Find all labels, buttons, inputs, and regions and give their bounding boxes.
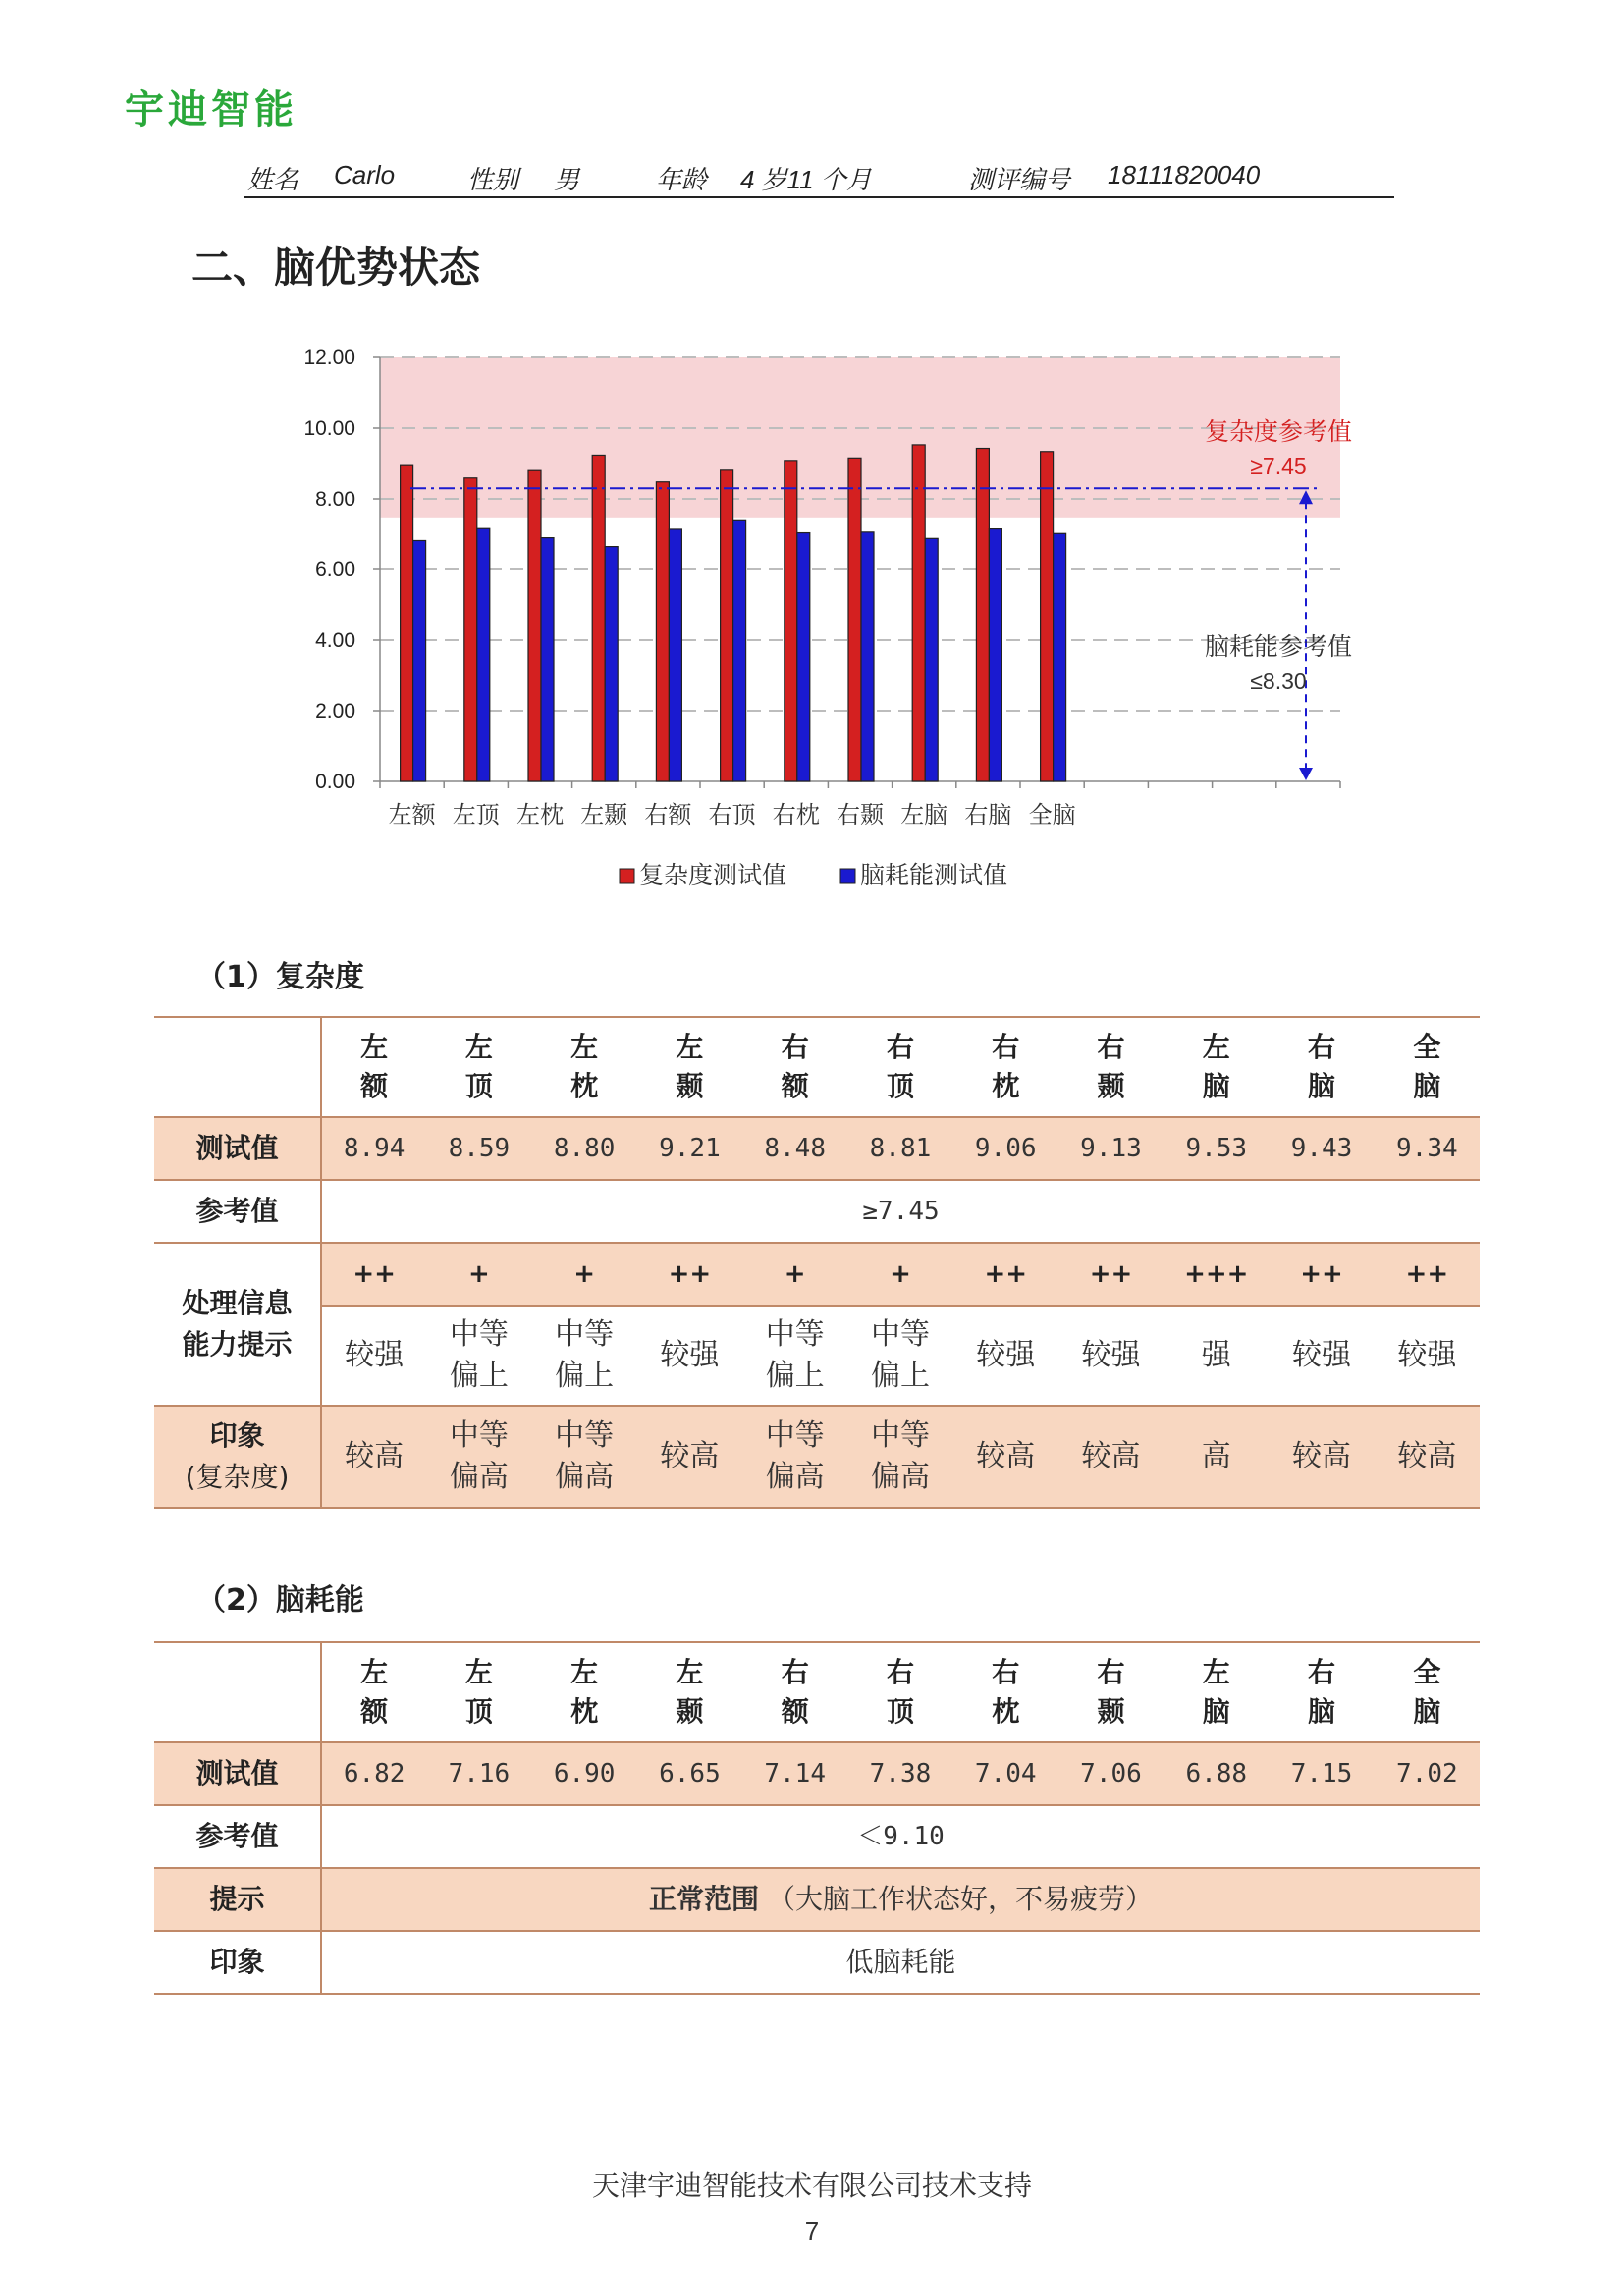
energy-bar bbox=[541, 538, 554, 781]
complexity-bar bbox=[1041, 452, 1054, 781]
y-tick-label: 2.00 bbox=[315, 700, 355, 722]
ability-symbol: + bbox=[847, 1243, 952, 1306]
row-label: 参考值 bbox=[154, 1805, 321, 1868]
y-tick-label: 6.00 bbox=[315, 559, 355, 581]
ability-symbol: + bbox=[532, 1243, 637, 1306]
test-value: 8.80 bbox=[532, 1117, 637, 1180]
energy-ref-value: ≤8.30 bbox=[1250, 668, 1307, 694]
row-label: 测试值 bbox=[154, 1117, 321, 1180]
impression-text: 较高 bbox=[637, 1406, 742, 1508]
test-value: 6.82 bbox=[321, 1742, 426, 1805]
col-header: 右 脑 bbox=[1269, 1642, 1374, 1742]
gender-label: 性别 bbox=[467, 165, 519, 194]
complexity-bar bbox=[464, 478, 477, 781]
name-label: 姓名 bbox=[247, 165, 299, 194]
y-tick-label: 10.00 bbox=[303, 417, 355, 440]
ability-symbol: +++ bbox=[1164, 1243, 1269, 1306]
legend-swatch-complexity bbox=[620, 869, 634, 883]
complexity-impression-row bbox=[154, 1406, 1480, 1508]
col-header: 左 枕 bbox=[532, 1017, 637, 1117]
x-category-label: 左颞 bbox=[580, 801, 628, 828]
complexity-title: （1）复杂度 bbox=[196, 960, 364, 994]
x-category-label: 左额 bbox=[388, 801, 436, 828]
energy-bar bbox=[733, 520, 746, 781]
energy-ref-label: 脑耗能参考值 bbox=[1204, 632, 1353, 661]
row-label: 印象 bbox=[154, 1931, 321, 1994]
col-header: 左 额 bbox=[321, 1642, 426, 1742]
col-header: 左 额 bbox=[321, 1017, 426, 1117]
col-header: 左 顶 bbox=[426, 1017, 531, 1117]
col-header: 左 脑 bbox=[1164, 1017, 1269, 1117]
test-value: 7.16 bbox=[426, 1742, 531, 1805]
ability-text: 中等 偏上 bbox=[847, 1306, 952, 1406]
col-header: 右 额 bbox=[742, 1017, 847, 1117]
complexity-test-row bbox=[154, 1117, 1480, 1180]
col-header: 全 脑 bbox=[1375, 1642, 1480, 1742]
impression-text: 中等 偏高 bbox=[742, 1406, 847, 1508]
ability-text: 中等 偏上 bbox=[742, 1306, 847, 1406]
x-category-label: 右枕 bbox=[772, 801, 820, 828]
complexity-bar bbox=[912, 445, 925, 781]
ability-text: 中等 偏上 bbox=[532, 1306, 637, 1406]
page-number: 7 bbox=[804, 2216, 820, 2246]
test-value: 9.13 bbox=[1058, 1117, 1164, 1180]
energy-bar bbox=[797, 533, 810, 781]
test-value: 7.02 bbox=[1375, 1742, 1480, 1805]
legend-label-complexity: 复杂度测试值 bbox=[639, 861, 787, 889]
test-value: 8.81 bbox=[847, 1117, 952, 1180]
col-header: 左 顶 bbox=[426, 1642, 531, 1742]
company-logo: 宇迪智能 bbox=[125, 87, 298, 133]
energy-hint-row bbox=[154, 1868, 1480, 1931]
complexity-ref-row bbox=[154, 1180, 1480, 1243]
test-value: 9.43 bbox=[1269, 1117, 1374, 1180]
impression-text: 较高 bbox=[1375, 1406, 1480, 1508]
complexity-bar bbox=[721, 470, 733, 781]
hint-text: 正常范围 （大脑工作状态好，不易疲劳） bbox=[321, 1868, 1480, 1931]
y-tick-label: 4.00 bbox=[315, 629, 355, 652]
col-header: 左 颞 bbox=[637, 1642, 742, 1742]
col-header: 右 枕 bbox=[953, 1017, 1058, 1117]
complexity-symbol-row bbox=[154, 1243, 1480, 1306]
row-label: 印象 (复杂度) bbox=[154, 1406, 321, 1508]
impression-text: 中等 偏高 bbox=[532, 1406, 637, 1508]
test-value: 9.06 bbox=[953, 1117, 1058, 1180]
id-value: 18111820040 bbox=[1108, 160, 1261, 189]
col-header: 右 顶 bbox=[847, 1642, 952, 1742]
x-category-label: 全脑 bbox=[1028, 801, 1076, 828]
energy-bar bbox=[669, 529, 681, 781]
complexity-bar bbox=[528, 470, 541, 781]
ability-symbol: + bbox=[742, 1243, 847, 1306]
complexity-ref-value: ≥7.45 bbox=[1250, 454, 1307, 479]
ability-text: 强 bbox=[1164, 1306, 1269, 1406]
test-value: 7.14 bbox=[742, 1742, 847, 1805]
complexity-bar bbox=[401, 465, 413, 781]
x-category-label: 右额 bbox=[644, 801, 692, 828]
test-value: 8.48 bbox=[742, 1117, 847, 1180]
energy-bar bbox=[861, 532, 874, 781]
row-label: 处理信息 能力提示 bbox=[154, 1243, 321, 1406]
complexity-bar bbox=[976, 449, 989, 781]
impression-value: 低脑耗能 bbox=[321, 1931, 1480, 1994]
id-label: 测评编号 bbox=[968, 165, 1071, 194]
complexity-bar bbox=[656, 482, 669, 781]
col-header: 左 脑 bbox=[1164, 1642, 1269, 1742]
test-value: 7.04 bbox=[953, 1742, 1058, 1805]
ability-text: 较强 bbox=[1269, 1306, 1374, 1406]
energy-ref-row bbox=[154, 1805, 1480, 1868]
x-category-label: 左脑 bbox=[900, 801, 948, 828]
ability-symbol: ++ bbox=[321, 1243, 426, 1306]
corner-cell bbox=[154, 1642, 321, 1742]
gender-value: 男 bbox=[554, 165, 580, 194]
age-value: 4 岁11 个月 bbox=[740, 165, 872, 194]
age-label: 年龄 bbox=[656, 165, 708, 194]
x-category-label: 右脑 bbox=[964, 801, 1012, 828]
y-tick-label: 12.00 bbox=[303, 347, 355, 369]
ability-text: 较强 bbox=[1375, 1306, 1480, 1406]
test-value: 6.90 bbox=[532, 1742, 637, 1805]
col-header: 右 颞 bbox=[1058, 1642, 1164, 1742]
reference-value: ≥7.45 bbox=[321, 1180, 1480, 1243]
complexity-ability-row bbox=[154, 1306, 1480, 1406]
section-title: 二、脑优势状态 bbox=[191, 243, 481, 292]
brain-advantage-chart bbox=[265, 339, 1394, 918]
col-header: 右 枕 bbox=[953, 1642, 1058, 1742]
energy-bar bbox=[605, 547, 618, 781]
energy-header-row bbox=[154, 1642, 1480, 1742]
ability-text: 中等 偏上 bbox=[426, 1306, 531, 1406]
row-label: 测试值 bbox=[154, 1742, 321, 1805]
col-header: 全 脑 bbox=[1375, 1017, 1480, 1117]
ability-symbol: + bbox=[426, 1243, 531, 1306]
energy-bar bbox=[989, 529, 1001, 781]
impression-text: 较高 bbox=[321, 1406, 426, 1508]
x-category-label: 左顶 bbox=[452, 801, 500, 828]
complexity-bar bbox=[848, 458, 861, 781]
impression-text: 高 bbox=[1164, 1406, 1269, 1508]
complexity-ref-label: 复杂度参考值 bbox=[1204, 417, 1353, 446]
y-tick-label: 8.00 bbox=[315, 488, 355, 510]
test-value: 7.15 bbox=[1269, 1742, 1374, 1805]
test-value: 7.06 bbox=[1058, 1742, 1164, 1805]
energy-test-row bbox=[154, 1742, 1480, 1805]
ability-symbol: ++ bbox=[1058, 1243, 1164, 1306]
test-value: 9.34 bbox=[1375, 1117, 1480, 1180]
col-header: 右 颞 bbox=[1058, 1017, 1164, 1117]
impression-text: 中等 偏高 bbox=[847, 1406, 952, 1508]
complexity-bar bbox=[785, 461, 797, 781]
legend-label-energy: 脑耗能测试值 bbox=[860, 861, 1008, 889]
test-value: 6.65 bbox=[637, 1742, 742, 1805]
impression-text: 较高 bbox=[1269, 1406, 1374, 1508]
energy-bar bbox=[413, 540, 426, 781]
patient-info-row bbox=[244, 157, 1394, 198]
row-label: 参考值 bbox=[154, 1180, 321, 1243]
ability-symbol: ++ bbox=[1269, 1243, 1374, 1306]
ability-symbol: ++ bbox=[1375, 1243, 1480, 1306]
corner-cell bbox=[154, 1017, 321, 1117]
test-value: 9.53 bbox=[1164, 1117, 1269, 1180]
x-category-label: 右顶 bbox=[708, 801, 756, 828]
legend-swatch-energy bbox=[840, 869, 855, 883]
col-header: 左 枕 bbox=[532, 1642, 637, 1742]
col-header: 右 额 bbox=[742, 1642, 847, 1742]
name-value: Carlo bbox=[334, 160, 396, 189]
complexity-header-row bbox=[154, 1017, 1480, 1117]
ability-text: 较强 bbox=[637, 1306, 742, 1406]
test-value: 6.88 bbox=[1164, 1742, 1269, 1805]
arrow-head-down bbox=[1299, 768, 1313, 780]
impression-text: 较高 bbox=[1058, 1406, 1164, 1508]
test-value: 9.21 bbox=[637, 1117, 742, 1180]
impression-text: 较高 bbox=[953, 1406, 1058, 1508]
col-header: 右 脑 bbox=[1269, 1017, 1374, 1117]
x-category-label: 左枕 bbox=[516, 801, 564, 828]
ability-text: 较强 bbox=[953, 1306, 1058, 1406]
test-value: 7.38 bbox=[847, 1742, 952, 1805]
complexity-table bbox=[154, 1016, 1480, 1509]
ability-symbol: ++ bbox=[953, 1243, 1058, 1306]
row-label: 提示 bbox=[154, 1868, 321, 1931]
x-category-label: 右颞 bbox=[837, 801, 884, 828]
energy-bar bbox=[1054, 533, 1066, 781]
ability-symbol: ++ bbox=[637, 1243, 742, 1306]
reference-value: ＜9.10 bbox=[321, 1805, 1480, 1868]
ability-text: 较强 bbox=[1058, 1306, 1164, 1406]
test-value: 8.59 bbox=[426, 1117, 531, 1180]
complexity-bar bbox=[592, 455, 605, 781]
test-value: 8.94 bbox=[321, 1117, 426, 1180]
col-header: 右 顶 bbox=[847, 1017, 952, 1117]
footer-company: 天津宇迪智能技术有限公司技术支持 bbox=[591, 2169, 1032, 2202]
energy-bar bbox=[925, 538, 938, 781]
energy-impression-row bbox=[154, 1931, 1480, 1994]
col-header: 左 颞 bbox=[637, 1017, 742, 1117]
y-tick-label: 0.00 bbox=[315, 771, 355, 793]
energy-title: （2）脑耗能 bbox=[196, 1583, 364, 1618]
energy-table bbox=[154, 1641, 1480, 1995]
energy-bar bbox=[477, 528, 490, 781]
impression-text: 中等 偏高 bbox=[426, 1406, 531, 1508]
ability-text: 较强 bbox=[321, 1306, 426, 1406]
